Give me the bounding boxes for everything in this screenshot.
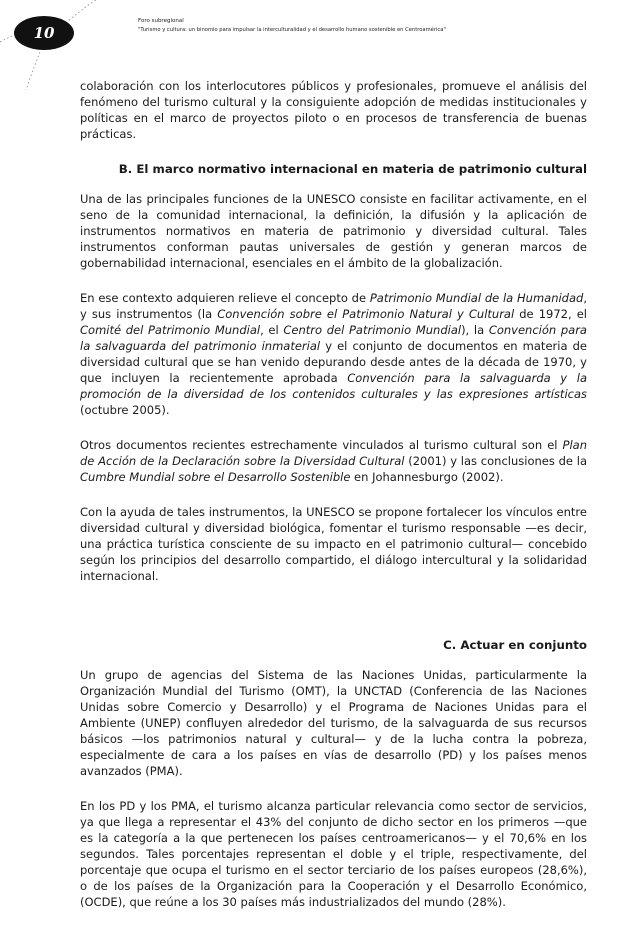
italic-run: Patrimonio Mundial de la Humanidad — [369, 291, 584, 305]
paragraph-2: Una de las principales funciones de la UNESCO consiste en facilitar activamente, en el seno de la comunidad internacional, la definición, la difusión y la aplicación de instrumentos normativos en materia de patrimonio y diversidad cultural. Tales instrumentos conforman pautas universales de gestión y generan marcos de gobernabilidad internacional, esenciales en el ámbito de la globalización. — [80, 192, 587, 270]
text-run: (octubre 2005). — [80, 403, 170, 417]
italic-run: Convención para la salvaguarda y la promoción de la diversidad de los contenidos culturales y las expresiones artísticas — [80, 371, 587, 401]
page-number-badge — [14, 16, 74, 50]
forum-subtitle: "Turismo y cultura: un binomio para impulsar la interculturalidad y el desarrollo humano sostenible en Centroamérica" — [138, 27, 446, 33]
forum-header-text — [138, 17, 446, 35]
forum-label: Foro subregional — [138, 18, 184, 24]
paragraph-7: En los PD y los PMA, el turismo alcanza particular relevancia como sector de servicios, ya que llega a representar el 43% del conjunto de dicho sector en los primeros —que es la categoría a la que pertenecen los países centroamericanos— y el 70,6% en los segundos. Tales porcentajes representan el doble y el triple, respectivamente, del porcentaje que ocupa el turismo en el sector terciario de los países europeos (28,6%), o de los países de la Organización para la Cooperación y el Desarrollo Económico, (OCDE), que reúne a los 30 países más industrializados del mundo (28%). — [80, 799, 587, 909]
italic-run: Convención sobre el Patrimonio Natural y Cultural — [217, 307, 515, 321]
text-run: , y sus instrumentos (la — [80, 291, 587, 321]
section-b-title: B. El marco normativo internacional en materia de patrimonio cultural — [118, 162, 587, 176]
section-spacer — [80, 603, 587, 631]
text-run: En ese contexto adquieren relieve el concepto de — [80, 291, 370, 305]
paragraph-6: Un grupo de agencias del Sistema de las Naciones Unidas, particularmente la Organización Mundial del Turismo (OMT), la UNCTAD (Conferencia de las Naciones Unidas sobre Comercio y Desarrollo) y el Programa de Naciones Unidas para el Ambiente (UNEP) confluyen alrededor del turismo, de la salvaguarda de sus recursos básicos —los patrimonios natural y cultural— y de la lucha contra la pobreza, especialmente de cara a los países en vías de desarrollo (PD) y los países menos avanzados (PMA). — [80, 668, 587, 778]
italic-run: Cumbre Mundial sobre el Desarrollo Sostenible — [80, 470, 351, 484]
page-header — [0, 0, 638, 70]
italic-run: Convención para la salvaguarda del patrimonio inmaterial — [80, 323, 587, 353]
italic-run: Centro del Patrimonio Mundial — [283, 323, 462, 337]
page-number: 10 — [33, 24, 55, 42]
italic-run: Plan de Acción de la Declaración sobre la Diversidad Cultural — [80, 438, 587, 468]
paragraph-5: Con la ayuda de tales instrumentos, la UNESCO se propone fortalecer los vínculos entre diversidad cultural y diversidad biológica, fomentar el turismo responsable —es decir, una práctica turística consciente de su impacto en el patrimonio cultural— concebido según los principios del desarrollo compartido, el diálogo intercultural y la solidaridad internacional. — [80, 505, 587, 583]
paragraph-1: colaboración con los interlocutores públicos y profesionales, promueve el análisis del fenómeno del turismo cultural y la consiguiente adopción de medidas institucionales y políticas en el marco de proyectos piloto o en procesos de transferencia de buenas prácticas. — [80, 79, 587, 141]
section-c-title: C. Actuar en conjunto — [443, 638, 587, 652]
text-run: , el — [260, 323, 284, 337]
text-run: ), la — [461, 323, 489, 337]
italic-run: Comité del Patrimonio Mundial — [80, 323, 261, 337]
text-run: Otros documentos recientes estrechamente vinculados al turismo cultural son el — [80, 438, 563, 452]
paragraph-3 — [80, 290, 587, 418]
text-run: y el conjunto de documentos en materia de diversidad cultural que se han venido depurando desde antes de la década de 1970, y que incluyen la recientemente aprobada — [80, 339, 587, 385]
page-body — [80, 78, 587, 929]
text-run: en Johannesburgo (2002). — [350, 470, 504, 484]
paragraph-4 — [80, 437, 587, 485]
text-run: de 1972, el — [514, 307, 587, 321]
text-run: (2001) y las conclusiones de la — [404, 454, 587, 468]
